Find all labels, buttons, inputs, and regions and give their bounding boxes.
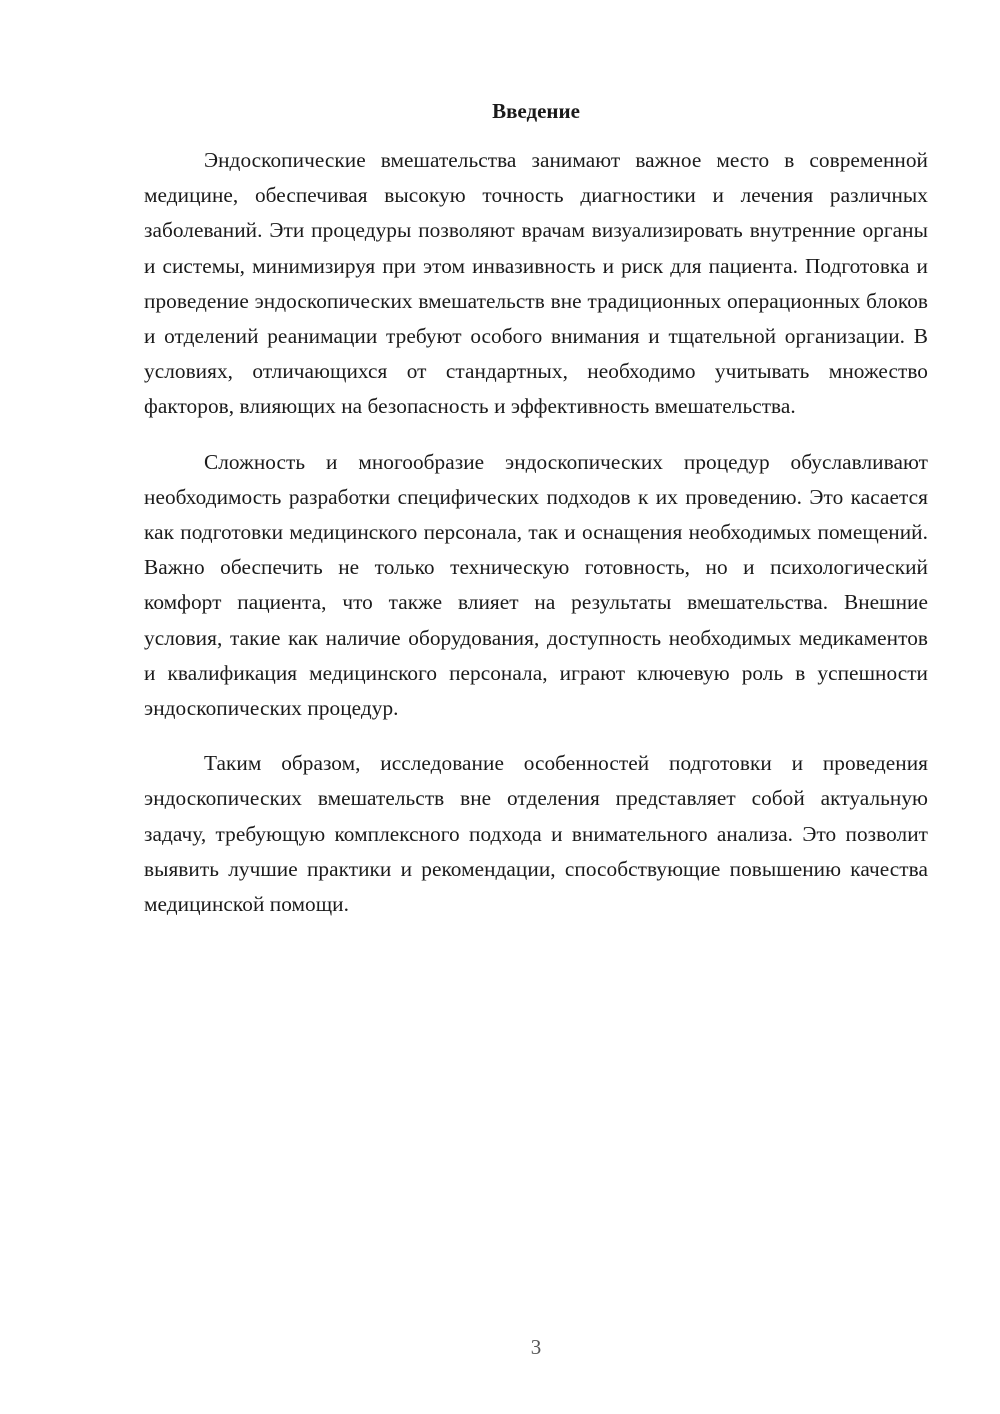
paragraph-3: Таким образом, исследование особенностей подготовки и проведения эндоскопических вмешательств вне отделения представляет собой актуальную задачу, требующую комплексного подхода и внимательного анализа. Это позволит выявить лучшие практики и рекомендации, способствующие повышению качества медицинской помощи. <box>144 751 928 917</box>
paragraph-1: Эндоскопические вмешательства занимают важное место в современной медицине, обеспечивая высокую точность диагностики и лечения различных заболеваний. Эти процедуры позволяют врачам визуализировать внутренние органы и системы, минимизируя при этом инвазивность и риск для пациента. Подготовка и проведение эндоскопических вмешательств вне традиционных операционных блоков и отделений реанимации требуют особого внимания и тщательной организации. В условиях, отличающихся от стандартных, необходимо учитывать множество факторов, влияющих на безопасность и эффективность вмешательства. <box>144 148 928 419</box>
paragraph-2: Сложность и многообразие эндоскопических процедур обуславливают необходимость разработки специфических подходов к их проведению. Это касается как подготовки медицинского персонала, так и оснащения необходимых помещений. Важно обеспечить не только техническую готовность, но и психологический комфорт пациента, что также влияет на результаты вмешательства. Внешние условия, такие как наличие оборудования, доступность необходимых медикаментов и квалификация медицинского персонала, играют ключевую роль в успешности эндоскопических процедур. <box>144 449 928 721</box>
page-number: 3 <box>530 1335 542 1359</box>
section-heading: Введение <box>492 99 580 123</box>
page-content <box>144 96 928 922</box>
